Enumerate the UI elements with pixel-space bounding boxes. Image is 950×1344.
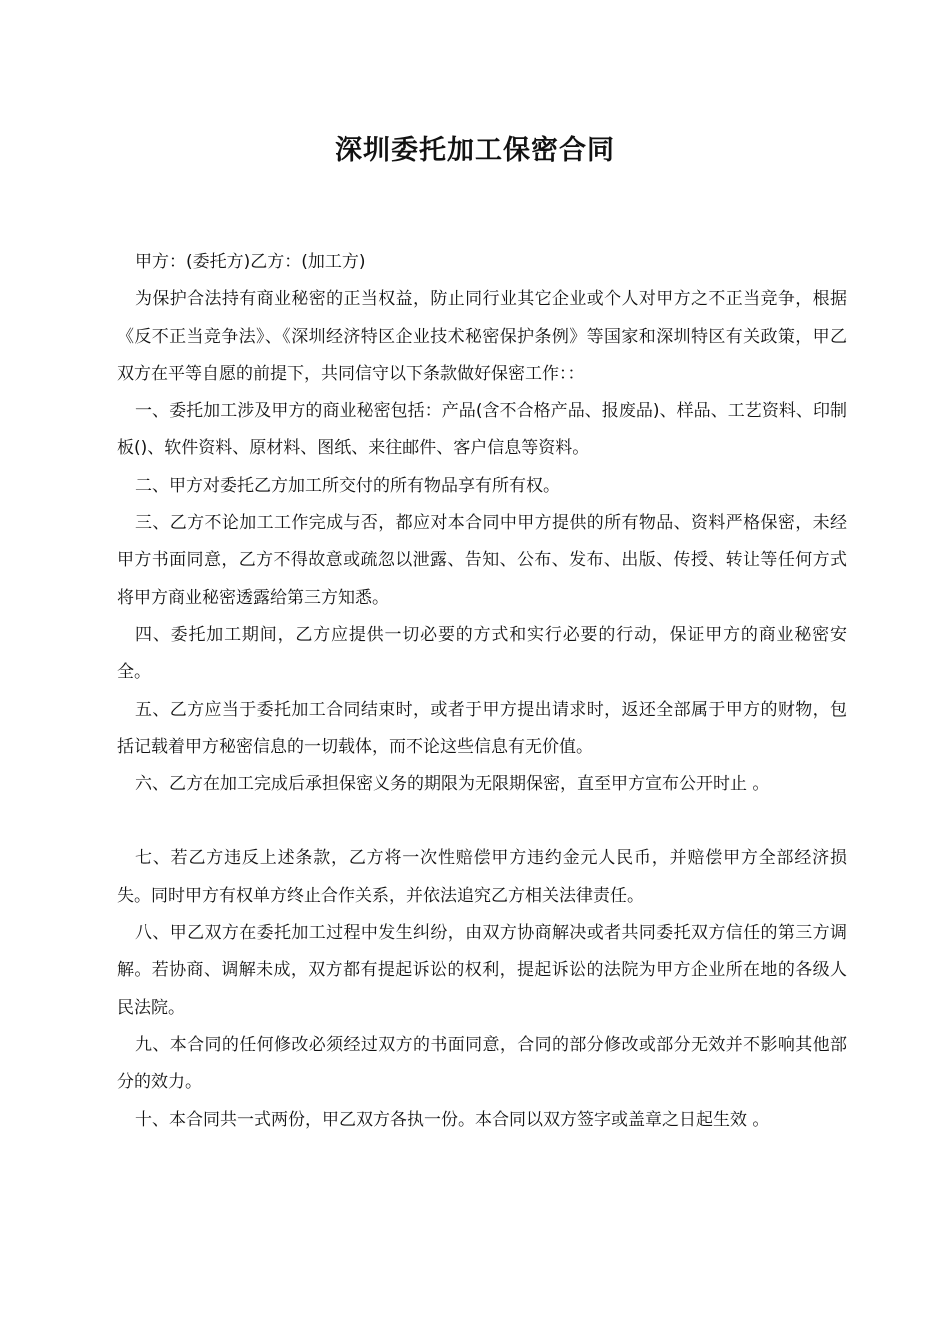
clause-4: 四、委托加工期间，乙方应提供一切必要的方式和实行必要的行动，保证甲方的商业秘密安全。 (117, 624, 847, 683)
clause-5: 五、乙方应当于委托加工合同结束时，或者于甲方提出请求时，返还全部属于甲方的财物，包括记载着甲方秘密信息的一切载体，而不论这些信息有无价值。 (117, 699, 847, 757)
document-title: 深圳委托加工保密合同 (335, 135, 615, 166)
party-line: 甲方：(委托方)乙方：(加工方) (135, 252, 366, 272)
clause-7: 七、若乙方违反上述条款，乙方将一次性赔偿甲方违约金元人民币，并赔偿甲方全部经济损失。同时甲方有权单方终止合作关系，并依法追究乙方相关法律责任。 (117, 848, 847, 906)
clause-1: 一、委托加工涉及甲方的商业秘密包括：产品(含不合格产品、报废品)、样品、工艺资料、印制板()、软件资料、原材料、图纸、来往邮件、客户信息等资料。 (117, 401, 847, 459)
clause-2: 二、甲方对委托乙方加工所交付的所有物品享有所有权。 (135, 475, 560, 496)
preamble-paragraph: 为保护合法持有商业秘密的正当权益，防止同行业其它企业或个人对甲方之不正当竞争，根据《反不正当竞争法》、《深圳经济特区企业技术秘密保护条例》等国家和深圳特区有关政策，甲乙双方在平等自愿的前提下，共同信守以下条款做好保密工作：： (117, 289, 847, 384)
document-body (117, 244, 847, 1139)
clause-9: 九、本合同的任何修改必须经过双方的书面同意，合同的部分修改或部分无效并不影响其他部分的效力。 (117, 1034, 847, 1093)
clause-6: 六、乙方在加工完成后承担保密义务的期限为无限期保密，直至甲方宣布公开时止 。 (135, 774, 770, 795)
clause-8: 八、甲乙双方在委托加工过程中发生纠纷，由双方协商解决或者共同委托双方信任的第三方调解。若协商、调解未成，双方都有提起诉讼的权利，提起诉讼的法院为甲方企业所在地的各级人民法院。 (117, 923, 847, 1018)
clause-3: 三、乙方不论加工工作完成与否，都应对本合同中甲方提供的所有物品、资料严格保密，未经甲方书面同意，乙方不得故意或疏忽以泄露、告知、公布、发布、出版、传授、转让等任何方式将甲方商业秘密透露给第三方知悉。 (117, 513, 847, 608)
clause-10: 十、本合同共一式两份，甲乙双方各执一份。本合同以双方签字或盖章之日起生效 。 (135, 1109, 770, 1130)
